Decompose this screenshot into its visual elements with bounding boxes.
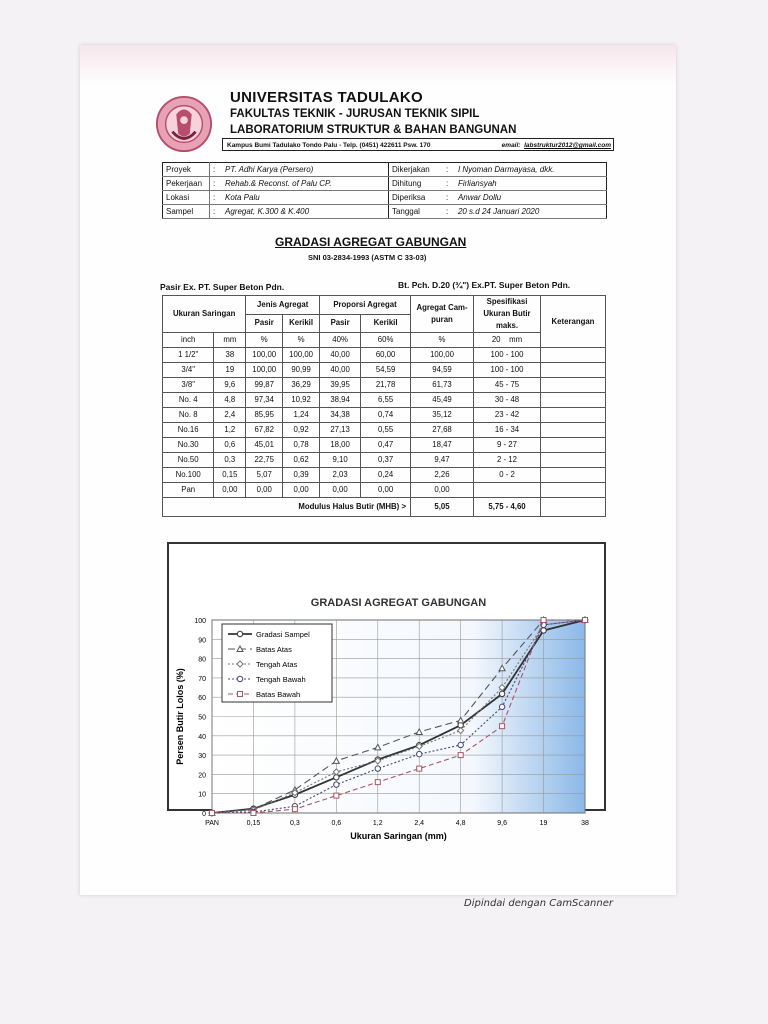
- diperiksa-label: Diperiksa: [388, 191, 443, 205]
- cell-camp: 100,00: [411, 348, 474, 363]
- cell-pasir: 99,87: [246, 378, 283, 393]
- spec-size-value: 20: [491, 335, 501, 344]
- lokasi-label: Lokasi: [163, 191, 210, 205]
- y-tick-label: 10: [198, 791, 206, 799]
- address-text: Kampus Bumi Tadulako Tondo Palu - Telp. (0451) 422611 Psw. 170: [227, 142, 431, 149]
- diperiksa-value: Anwar Dollu: [455, 191, 607, 205]
- cell-pasir: 100,00: [246, 363, 283, 378]
- series-3-point: [417, 751, 422, 756]
- pekerjaan-label: Pekerjaan: [163, 177, 210, 191]
- header-ukuran: Ukuran Saringan: [163, 296, 246, 333]
- table-row: [163, 423, 606, 438]
- cell-ppasir: 40,00: [320, 348, 361, 363]
- cell-keterangan: [541, 483, 606, 498]
- cell-keterangan: [541, 438, 606, 453]
- cell-pasir: 85,95: [246, 408, 283, 423]
- y-tick-label: 40: [198, 733, 206, 741]
- x-tick-label: 2,4: [414, 820, 425, 827]
- legend-label: Batas Atas: [256, 645, 292, 654]
- proyek-value: PT. Adhi Karya (Persero): [222, 163, 388, 177]
- header-keterangan: Keterangan: [541, 296, 606, 348]
- cell-camp: 18,47: [411, 438, 474, 453]
- cell-inch: No. 4: [163, 393, 214, 408]
- cell-camp: 61,73: [411, 378, 474, 393]
- proporsi-kerikil-pct: 60%: [361, 333, 411, 348]
- cell-pkerikil: 60,00: [361, 348, 411, 363]
- x-tick-label: 0,3: [290, 820, 300, 827]
- cell-inch: No. 8: [163, 408, 214, 423]
- cell-inch: 3/8": [163, 378, 214, 393]
- dihitung-value: Firliansyah: [455, 177, 607, 191]
- university-logo-icon: [155, 95, 213, 153]
- cell-inch: 3/4": [163, 363, 214, 378]
- header-pasir: Pasir: [246, 314, 283, 333]
- series-4-point: [375, 780, 380, 785]
- cell-camp: 0,00: [411, 483, 474, 498]
- x-tick-label: 0,15: [246, 820, 261, 827]
- cell-inch: Pan: [163, 483, 214, 498]
- sampel-value: Agregat, K.300 & K.400: [222, 205, 388, 219]
- cell-camp: 94,59: [411, 363, 474, 378]
- chart-title: GRADASI AGREGAT GABUNGAN: [310, 597, 487, 609]
- university-name: UNIVERSITAS TADULAKO: [230, 89, 423, 106]
- legend-label: Gradasi Sampel: [256, 630, 310, 639]
- y-tick-label: 80: [198, 656, 206, 664]
- table-row: [163, 483, 606, 498]
- x-tick-label: 38: [581, 820, 589, 827]
- scan-top-band: [80, 45, 676, 85]
- mhb-spec: 5,75 - 4,60: [474, 498, 541, 517]
- cell-mm: 0,00: [214, 483, 246, 498]
- proyek-label: Proyek: [163, 163, 210, 177]
- mhb-keterangan: [541, 498, 606, 517]
- cell-keterangan: [541, 423, 606, 438]
- colon: :: [210, 163, 223, 177]
- address-bar: [222, 138, 614, 151]
- legend-label: Tengah Bawah: [256, 675, 306, 684]
- cell-ppasir: 9,10: [320, 453, 361, 468]
- cell-mm: 0,3: [214, 453, 246, 468]
- pasir-source: Pasir Ex. PT. Super Beton Pdn.: [160, 282, 285, 292]
- cell-pasir: 5,07: [246, 468, 283, 483]
- cell-ppasir: 0,00: [320, 483, 361, 498]
- project-info-table: [162, 162, 607, 219]
- cell-pkerikil: 0,74: [361, 408, 411, 423]
- cell-pkerikil: 0,55: [361, 423, 411, 438]
- mhb-value: 5,05: [411, 498, 474, 517]
- cell-camp: 2,26: [411, 468, 474, 483]
- series-4-point: [210, 811, 215, 816]
- table-row: [163, 393, 606, 408]
- legend-label: Batas Bawah: [256, 690, 301, 699]
- email-label: email:: [501, 142, 521, 149]
- dikerjakan-value: I Nyoman Darmayasa, dkk.: [455, 163, 607, 177]
- cell-kerikil: 1,24: [283, 408, 320, 423]
- cell-pkerikil: 0,37: [361, 453, 411, 468]
- mhb-label: Modulus Halus Butir (MHB) >: [163, 498, 411, 517]
- cell-kerikil: 0,39: [283, 468, 320, 483]
- cell-keterangan: [541, 468, 606, 483]
- header-jenis: Jenis Agregat: [246, 296, 320, 315]
- table-row: [163, 408, 606, 423]
- unit-pct: %: [411, 333, 474, 348]
- series-4-point: [334, 793, 339, 798]
- table-row: [163, 438, 606, 453]
- cell-inch: No.16: [163, 423, 214, 438]
- series-3-point: [375, 766, 380, 771]
- cell-inch: No.50: [163, 453, 214, 468]
- x-axis-label: Ukuran Saringan (mm): [350, 831, 447, 841]
- cell-inch: 1 1/2": [163, 348, 214, 363]
- header-kerikil: Kerikil: [283, 314, 320, 333]
- cell-spec: 2 - 12: [474, 453, 541, 468]
- cell-mm: 2,4: [214, 408, 246, 423]
- tanggal-value: 20 s.d 24 Januari 2020: [455, 205, 607, 219]
- cell-pasir: 22,75: [246, 453, 283, 468]
- legend-marker-3: [237, 676, 242, 681]
- kerikil-source: Bt. Pch. D.20 (¾") Ex.PT. Super Beton Pdn.: [398, 280, 571, 290]
- colon: :: [443, 205, 455, 219]
- x-tick-label: 9,6: [497, 820, 507, 827]
- cell-kerikil: 90,99: [283, 363, 320, 378]
- y-tick-label: 100: [194, 618, 206, 625]
- proporsi-pasir-pct: 40%: [320, 333, 361, 348]
- cell-spec: 100 - 100: [474, 363, 541, 378]
- cell-ppasir: 40,00: [320, 363, 361, 378]
- colon: :: [210, 177, 223, 191]
- cell-pasir: 45,01: [246, 438, 283, 453]
- cell-ppasir: 27,13: [320, 423, 361, 438]
- cell-pasir: 0,00: [246, 483, 283, 498]
- y-tick-label: 20: [198, 772, 206, 780]
- gradation-chart: [167, 542, 606, 841]
- colon: :: [443, 177, 455, 191]
- cell-kerikil: 0,00: [283, 483, 320, 498]
- header-spesifikasi: Spesifikasi Ukuran Butir maks.: [474, 296, 541, 333]
- cell-pkerikil: 0,00: [361, 483, 411, 498]
- cell-kerikil: 10,92: [283, 393, 320, 408]
- email-block: [502, 139, 611, 152]
- cell-pasir: 97,34: [246, 393, 283, 408]
- lokasi-value: Kota Palu: [222, 191, 388, 205]
- table-row: [163, 378, 606, 393]
- cell-ppasir: 39,95: [320, 378, 361, 393]
- cell-mm: 9,6: [214, 378, 246, 393]
- cell-spec: 45 - 75: [474, 378, 541, 393]
- cell-spec: 23 - 42: [474, 408, 541, 423]
- cell-spec: 0 - 2: [474, 468, 541, 483]
- cell-camp: 27,68: [411, 423, 474, 438]
- cell-pkerikil: 0,47: [361, 438, 411, 453]
- cell-kerikil: 0,92: [283, 423, 320, 438]
- unit-pct: %: [246, 333, 283, 348]
- y-tick-label: 0: [202, 811, 206, 818]
- spec-size-unit: mm: [509, 335, 523, 344]
- cell-pkerikil: 54,59: [361, 363, 411, 378]
- cell-mm: 38: [214, 348, 246, 363]
- y-tick-label: 60: [198, 695, 206, 703]
- camscanner-watermark: Dipindai dengan CamScanner: [464, 898, 613, 909]
- table-row: [163, 453, 606, 468]
- laboratory-name: LABORATORIUM STRUKTUR & BAHAN BANGUNAN: [230, 124, 517, 136]
- cell-kerikil: 36,29: [283, 378, 320, 393]
- tanggal-label: Tanggal: [388, 205, 443, 219]
- colon: :: [210, 191, 223, 205]
- cell-mm: 0,15: [214, 468, 246, 483]
- table-row: [163, 468, 606, 483]
- cell-keterangan: [541, 453, 606, 468]
- y-tick-label: 30: [198, 753, 206, 761]
- cell-ppasir: 38,94: [320, 393, 361, 408]
- series-3-point: [458, 742, 463, 747]
- standard-reference: SNI 03-2834-1993 (ASTM C 33-03): [308, 253, 427, 262]
- y-tick-label: 90: [198, 637, 206, 645]
- y-axis-label: Persen Butir Lolos (%): [175, 668, 185, 765]
- header-proporsi: Proporsi Agregat: [320, 296, 411, 315]
- cell-camp: 35,12: [411, 408, 474, 423]
- cell-spec: 100 - 100: [474, 348, 541, 363]
- cell-pkerikil: 0,24: [361, 468, 411, 483]
- colon: :: [210, 205, 223, 219]
- cell-spec: 9 - 27: [474, 438, 541, 453]
- legend-marker-4: [238, 692, 243, 697]
- chart-svg: [169, 544, 604, 841]
- series-3-point: [499, 704, 504, 709]
- table-row: [163, 363, 606, 378]
- series-4-point: [500, 724, 505, 729]
- gradation-table: [162, 295, 606, 517]
- series-4-point: [251, 811, 256, 816]
- header-campuran: Agregat Cam-puran: [411, 296, 474, 333]
- pekerjaan-value: Rehab.& Reconst. of Palu CP.: [222, 177, 388, 191]
- legend-marker-0: [237, 631, 242, 636]
- legend-label: Tengah Atas: [256, 660, 298, 669]
- series-0-point: [499, 691, 504, 696]
- x-tick-label: 4,8: [455, 820, 466, 827]
- cell-spec: 16 - 34: [474, 423, 541, 438]
- series-4-point: [458, 753, 463, 758]
- colon: :: [443, 191, 455, 205]
- x-tick-label: 1,2: [372, 820, 383, 827]
- cell-ppasir: 2,03: [320, 468, 361, 483]
- cell-keterangan: [541, 393, 606, 408]
- unit-mm: mm: [214, 333, 246, 348]
- colon: :: [443, 163, 455, 177]
- cell-inch: No.30: [163, 438, 214, 453]
- cell-pasir: 100,00: [246, 348, 283, 363]
- cell-mm: 19: [214, 363, 246, 378]
- cell-camp: 45,49: [411, 393, 474, 408]
- series-4-point: [292, 807, 297, 812]
- cell-pkerikil: 6,55: [361, 393, 411, 408]
- cell-ppasir: 34,38: [320, 408, 361, 423]
- header-proporsi-kerikil: Kerikil: [361, 314, 411, 333]
- cell-inch: No.100: [163, 468, 214, 483]
- series-4-point: [541, 618, 546, 623]
- unit-inch: inch: [163, 333, 214, 348]
- cell-keterangan: [541, 348, 606, 363]
- dihitung-label: Dihitung: [388, 177, 443, 191]
- cell-spec: 30 - 48: [474, 393, 541, 408]
- cell-kerikil: 0,62: [283, 453, 320, 468]
- y-tick-label: 70: [198, 675, 206, 683]
- unit-pct: %: [283, 333, 320, 348]
- cell-kerikil: 100,00: [283, 348, 320, 363]
- x-tick-label: 19: [539, 820, 548, 827]
- cell-camp: 9,47: [411, 453, 474, 468]
- cell-keterangan: [541, 363, 606, 378]
- faculty-name: FAKULTAS TEKNIK - JURUSAN TEKNIK SIPIL: [230, 108, 480, 120]
- cell-kerikil: 0,78: [283, 438, 320, 453]
- cell-keterangan: [541, 378, 606, 393]
- email-address: labstruktur2012@gmail.com: [524, 142, 611, 149]
- document-title: GRADASI AGREGAT GABUNGAN: [275, 235, 467, 249]
- cell-keterangan: [541, 408, 606, 423]
- cell-mm: 1,2: [214, 423, 246, 438]
- series-4-point: [417, 766, 422, 771]
- sampel-label: Sampel: [163, 205, 210, 219]
- x-tick-label: 0,6: [331, 820, 342, 827]
- series-4-point: [583, 618, 588, 623]
- spec-size: [474, 333, 541, 348]
- series-3-point: [334, 782, 339, 787]
- header-proporsi-pasir: Pasir: [320, 314, 361, 333]
- y-tick-label: 50: [198, 714, 206, 722]
- cell-mm: 4,8: [214, 393, 246, 408]
- x-tick-label: PAN: [205, 820, 219, 827]
- cell-pkerikil: 21,78: [361, 378, 411, 393]
- cell-mm: 0,6: [214, 438, 246, 453]
- cell-ppasir: 18,00: [320, 438, 361, 453]
- dikerjakan-label: Dikerjakan: [388, 163, 443, 177]
- cell-spec: [474, 483, 541, 498]
- table-row: [163, 348, 606, 363]
- document-sheet: [80, 45, 676, 895]
- cell-pasir: 67,82: [246, 423, 283, 438]
